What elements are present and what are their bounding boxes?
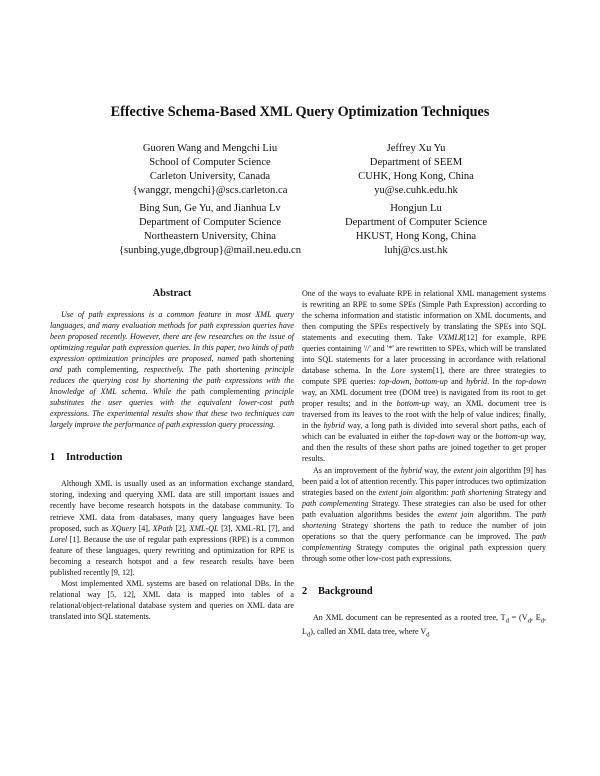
author-names: Bing Sun, Ge Yu, and Jianhua Lv	[139, 203, 281, 214]
right-paragraph-1: One of the ways to evaluate RPE in relational XML management systems is rewriting an RPE to some SPEs (Simple Path Expression) according to the schema information and statistic information on XML documents, and then computing the SPEs respectively by translating the SPEs into SQL statements and executing them. Take VXMLR[12] for example, RPE queries containing '//' and '*' are rewritten to SPEs, which will be translated into SQL statements for a later processing in accordance with relational database schema. In the Lore system[1], there are three strategies to compute SPE queries: top-down, bottom-up and hybrid. In the top-down way, an XML document tree (DOM tree) is navigated from its root to get proper results; and in the bottom-up way, an XML document tree is traversed from its leaves to the root with the help of value indices; finally, in the hybrid way, a long path is divided into several short paths, each of which can be evaluated in either the top-down way or the bottom-up way, and then the results of these short paths are joined together to get proper results.	[302, 289, 547, 464]
author-dept: Department of SEEM	[369, 157, 463, 168]
author-affil: HKUST, Hong Kong, China	[355, 231, 477, 242]
author-affil: Northeastern University, China	[144, 231, 276, 242]
author-email: {sunbing,yuge,dbgroup}@mail.neu.edu.cn	[118, 245, 302, 256]
right-paragraph-2: As an improvement of the hybrid way, the extent join algorithm [9] has been paid a lot of attention recently. This paper introduces two optimization strategies based on the extent join algorithm: path shortening Strategy and path complementing Strategy. These strategies can also be used for other path evaluation algorithms besides the extent join algorithm. The path shortening Strategy shortens the path to reduce the number of join operations so that the query performance can be improved. The path complementing Strategy computes the original path expression query through some other low-cost path expressions.	[302, 465, 547, 563]
author-block-1	[110, 142, 310, 198]
paper-title: Effective Schema-Based XML Query Optimization Techniques	[110, 104, 490, 120]
left-column	[50, 288, 294, 622]
author-affil: Carleton University, Canada	[149, 171, 271, 182]
background-paragraph-1: An XML document can be represented as a rooted tree, $T_d = (V_d$, $E_d$, $L_d$), called an XML data tree, where $V_d$	[302, 612, 546, 640]
author-names: Hongjun Lu	[390, 203, 442, 214]
author-block-2	[322, 142, 510, 198]
author-names: Jeffrey Xu Yu	[386, 143, 446, 154]
section-heading-background: 2 Background	[302, 585, 373, 597]
author-block-3	[100, 202, 320, 258]
author-dept: School of Computer Science	[149, 157, 271, 168]
author-dept: Department of Computer Science	[344, 217, 488, 228]
author-email: luhj@cs.ust.hk	[384, 245, 448, 256]
section-heading-introduction: 1 Introduction	[50, 452, 123, 464]
intro-paragraph-2: Most implemented XML systems are based on relational DBs. In the relational way [5, 12], XML data is mapped into tables of a relational/object-relational database system and queries on XML data are translated into SQL statements.	[50, 578, 294, 621]
author-email: yu@se.cuhk.edu.hk	[374, 185, 458, 196]
intro-paragraph-1: Although XML is usually used as an information exchange standard, storing, indexing and querying XML data are still important issues and recently have become research hotspots in the database community. To retrieve XML data from databases, many query languages have been proposed, such as XQuery [4], XPath [2], XML-QL [3], XML-RL [7], and Lorel [1]. Because the use of regular path expressions (RPE) is a common feature of these languages, query rewriting and optimization for RPE is becoming a research hotspot and a few research results have been published recently [9, 12].	[50, 479, 294, 577]
author-block-4	[322, 202, 510, 258]
right-column	[302, 288, 546, 641]
abstract-text: Use of path expressions is a common feature in most XML query languages, and many evaluation methods for path expression queries have been proposed recently. However, there are few researches on the issue of optimizing regular path expression queries. In this paper, two kinds of path expression optimization principles are proposed, named path shortening and path complementing, respectively. The path shortening principle reduces the querying cost by shortening the path expressions with the knowledge of XML schema. While the path complementing principle substitutes the user queries with the equivalent lower-cost path expressions. The experimental results show that these two techniques can largely improve the performance of path expression query processing.	[50, 310, 295, 430]
author-names: Guoren Wang and Mengchi Liu	[142, 143, 278, 154]
author-email: {wanggr, mengchi}@scs.carleton.ca	[132, 185, 288, 196]
author-dept: Department of Computer Science	[138, 217, 282, 228]
author-affil: CUHK, Hong Kong, China	[358, 171, 474, 182]
abstract-heading: Abstract	[152, 288, 192, 299]
